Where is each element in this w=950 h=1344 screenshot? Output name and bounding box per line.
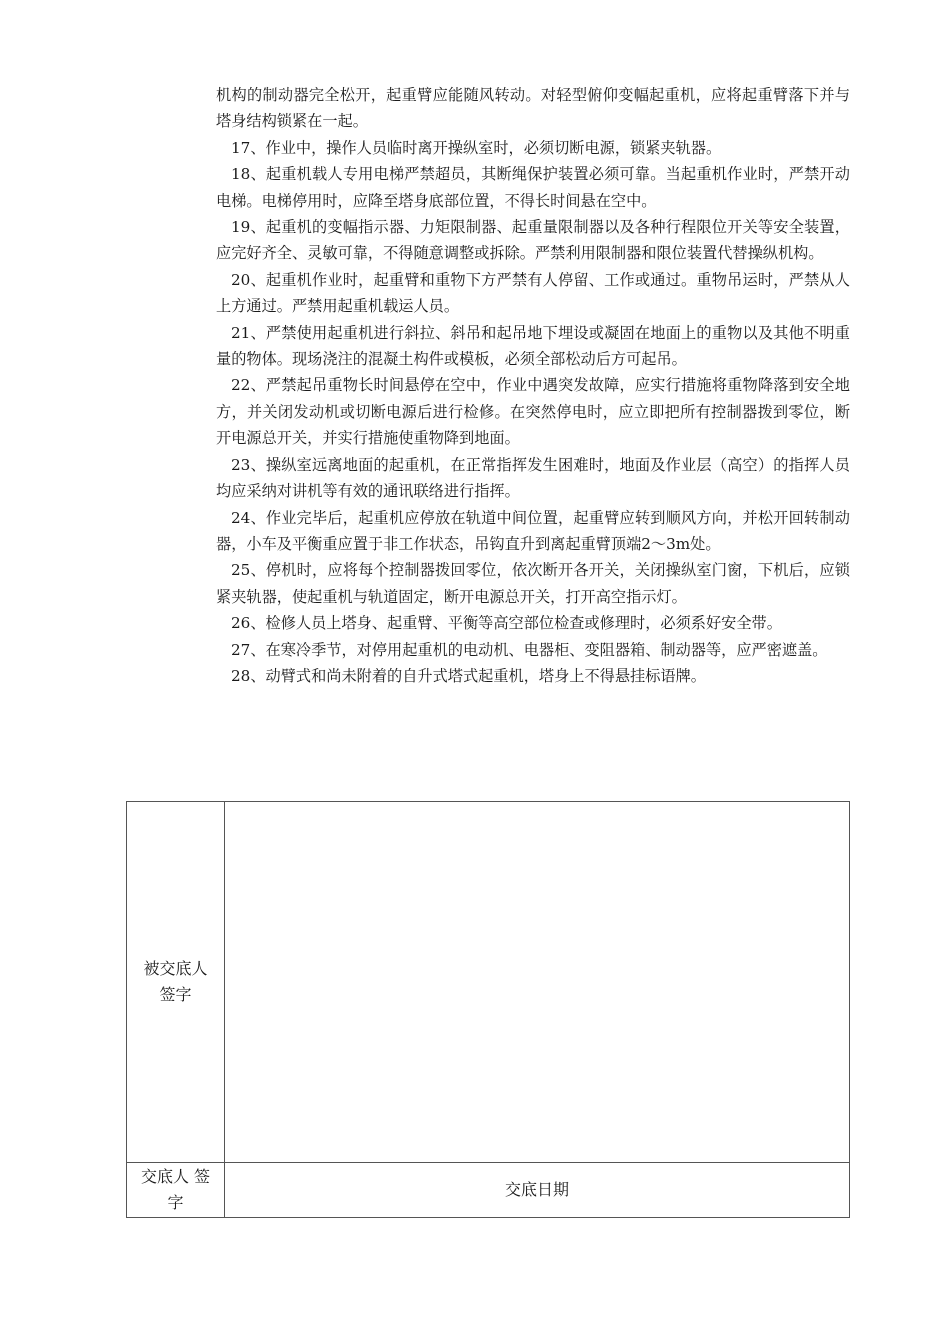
recipient-row	[127, 802, 850, 1163]
paragraph-item-27: 27、在寒冷季节，对停用起重机的电动机、电器柜、变阻器箱、制动器等，应严密遮盖。	[231, 640, 828, 659]
paragraph-continued: 机构的制动器完全松开，起重臂应能随风转动。对轻型俯仰变幅起重机，应将起重臂落下并与塔身结构锁紧在一起。	[216, 86, 850, 131]
paragraph-item-26: 26、检修人员上塔身、起重臂、平衡等高空部位检查或修理时，必须系好安全带。	[231, 614, 782, 633]
signature-table	[126, 801, 850, 1218]
paragraph-item-22: 22、严禁起吊重物长时间悬停在空中，作业中遇突发故障，应实行措施将重物降落到安全地方，并关闭发动机或切断电源后进行检修。在突然停电时，应立即把所有控制器拨到零位，断开电源总开关，并实行措施使重物降到地面。	[216, 376, 850, 448]
paragraph-item-28: 28、动臂式和尚未附着的自升式塔式起重机，塔身上不得悬挂标语牌。	[231, 666, 706, 685]
paragraph-item-25: 25、停机时，应将每个控制器拨回零位，依次断开各开关，关闭操纵室门窗，下机后，应锁紧夹轨器，使起重机与轨道固定，断开电源总开关，打开高空指示灯。	[216, 561, 850, 606]
document-body	[216, 82, 850, 689]
recipient-signature-field[interactable]	[225, 802, 850, 1163]
recipient-label-cell	[127, 802, 225, 1163]
giver-signature-label: 交底人 签字	[140, 1167, 211, 1212]
giver-row	[127, 1163, 850, 1218]
date-label: 交底日期	[504, 1180, 569, 1199]
paragraph-item-17: 17、作业中，操作人员临时离开操纵室时，必须切断电源，锁紧夹轨器。	[231, 138, 722, 157]
paragraph-item-21: 21、严禁使用起重机进行斜拉、斜吊和起吊地下埋设或凝固在地面上的重物以及其他不明重量的物体。现场浇注的混凝土构件或模板，必须全部松动后方可起吊。	[216, 323, 850, 369]
paragraph-item-23: 23、操纵室远离地面的起重机，在正常指挥发生困难时，地面及作业层（高空）的指挥人员均应采纳对讲机等有效的通讯联络进行指挥。	[216, 455, 850, 501]
paragraph-item-24: 24、作业完毕后，起重机应停放在轨道中间位置，起重臂应转到顺风方向，并松开回转制动器，小车及平衡重应置于非工作状态，吊钩直升到离起重臂顶端2〜3m处。	[216, 508, 850, 553]
recipient-signature-label: 被交底人签字	[143, 959, 208, 1004]
date-cell[interactable]	[225, 1163, 850, 1218]
paragraph-item-18: 18、起重机载人专用电梯严禁超员，其断绳保护装置必须可靠。当起重机作业时，严禁开动电梯。电梯停用时，应降至塔身底部位置，不得长时间悬在空中。	[216, 165, 850, 210]
giver-label-cell	[127, 1163, 225, 1218]
paragraph-item-20: 20、起重机作业时，起重臂和重物下方严禁有人停留、工作或通过。重物吊运时，严禁从人上方通过。严禁用起重机载运人员。	[216, 270, 850, 316]
paragraph-item-19: 19、起重机的变幅指示器、力矩限制器、起重量限制器以及各种行程限位开关等安全装置，应完好齐全、灵敏可靠，不得随意调整或拆除。严禁利用限制器和限位装置代替操纵机构。	[216, 218, 850, 263]
